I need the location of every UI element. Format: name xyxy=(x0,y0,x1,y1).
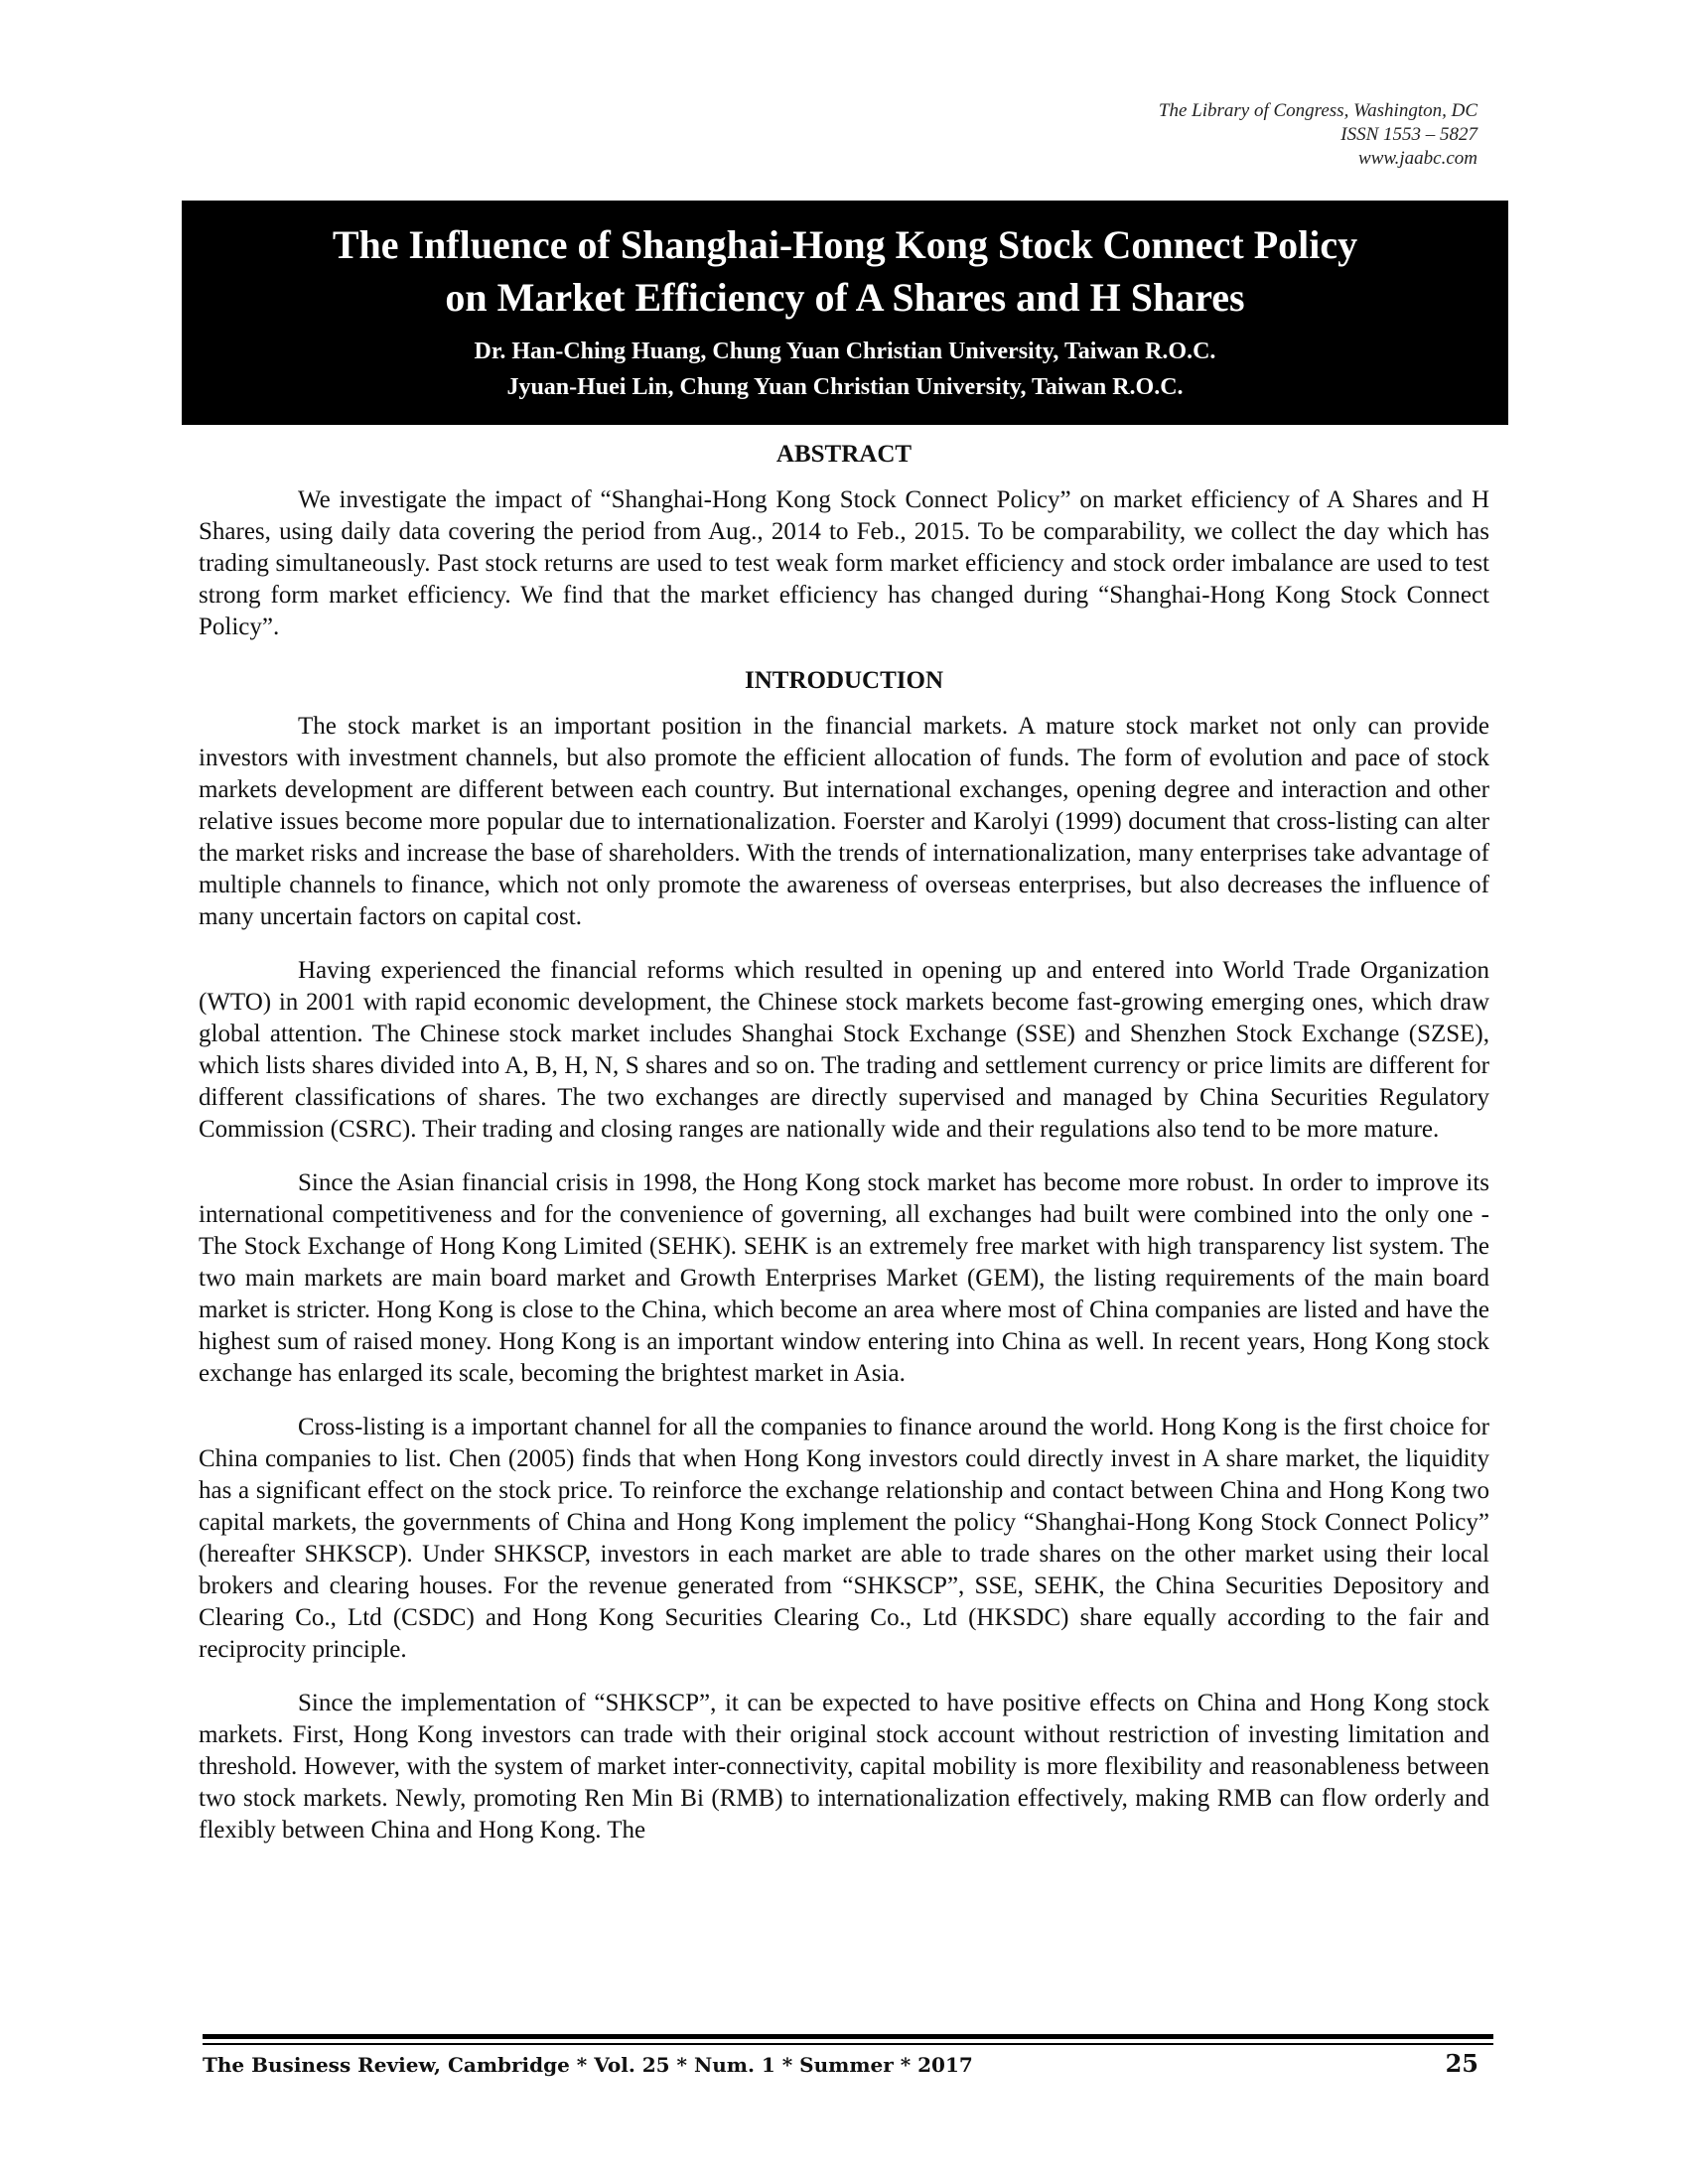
footer-divider-thin xyxy=(203,2043,1493,2045)
intro-paragraph-1: The stock market is an important position in the financial markets. A mature stock market not only can provide investors with investment channels, but also promote the efficient allocation of funds. The form of evolution and pace of stock markets development are different between each country. But international exchanges, opening degree and interaction and other relative issues become more popular due to internationalization. Foerster and Karolyi (1999) document that cross-listing can alter the market risks and increase the base of shareholders. With the trends of internationalization, many enterprises take advantage of multiple channels to finance, which not only promote the awareness of overseas enterprises, but also decreases the influence of many uncertain factors on capital cost. xyxy=(199,713,1489,930)
intro-paragraph-5: Since the implementation of “SHKSCP”, it can be expected to have positive effects on China and Hong Kong stock markets. First, Hong Kong investors can trade with their original stock account without restriction of investing limitation and threshold. However, with the system of market inter-connectivity, capital mobility is more flexibility and reasonableness between two stock markets. Newly, promoting Ren Min Bi (RMB) to internationalization effectively, making RMB can flow orderly and flexibly between China and Hong Kong. The xyxy=(199,1690,1489,1843)
abstract-text: We investigate the impact of “Shanghai-Hong Kong Stock Connect Policy” on market efficiency of A Shares and H Shares, using daily data covering the period from Aug., 2014 to Feb., 2015. To be comparability, we collect the day which has trading simultaneously. Past stock returns are used to test weak form market efficiency and stock order imbalance are used to test strong form market efficiency. We find that the market efficiency has changed during “Shanghai-Hong Kong Stock Connect Policy”. xyxy=(199,486,1489,640)
issn-line: ISSN 1553 – 5827 xyxy=(1340,124,1477,145)
article-body xyxy=(199,439,1489,1846)
paper-title-line-1: The Influence of Shanghai-Hong Kong Stock Connect Policy xyxy=(332,222,1358,267)
paper-title-line-2: on Market Efficiency of A Shares and H Shares xyxy=(445,275,1245,320)
page-footer xyxy=(203,2049,1478,2078)
title-banner xyxy=(182,201,1508,425)
introduction-heading: INTRODUCTION xyxy=(744,667,944,694)
author-2: Jyuan-Huei Lin, Chung Yuan Christian University, Taiwan R.O.C. xyxy=(506,374,1184,400)
page-number: 25 xyxy=(1445,2049,1478,2078)
library-line: The Library of Congress, Washington, DC xyxy=(1158,100,1477,121)
abstract-heading: ABSTRACT xyxy=(775,441,913,468)
author-1: Dr. Han-Ching Huang, Chung Yuan Christian University, Taiwan R.O.C. xyxy=(474,339,1216,364)
intro-paragraph-3: Since the Asian financial crisis in 1998, the Hong Kong stock market has become more robust. In order to improve its international competitiveness and for the convenience of governing, all exchanges had built were combined into the only one - The Stock Exchange of Hong Kong Limited (SEHK). SEHK is an extremely free market with high transparency list system. The two main markets are main board market and Growth Enterprises Market (GEM), the listing requirements of the main board market is stricter. Hong Kong is close to the China, which become an area where most of China companies are listed and have the highest sum of raised money. Hong Kong is an important window entering into China as well. In recent years, Hong Kong stock exchange has enlarged its scale, becoming the brightest market in Asia. xyxy=(199,1169,1489,1387)
intro-paragraph-2: Having experienced the financial reforms which resulted in opening up and entered into World Trade Organization (WTO) in 2001 with rapid economic development, the Chinese stock markets become fast-growing emerging ones, which draw global attention. The Chinese stock market includes Shanghai Stock Exchange (SSE) and Shenzhen Stock Exchange (SZSE), which lists shares divided into A, B, H, N, S shares and so on. The trading and settlement currency or price limits are different for different classifications of shares. The two exchanges are directly supervised and managed by China Securities Regulatory Commission (CSRC). Their trading and closing ranges are nationally wide and their regulations also tend to be more mature. xyxy=(199,957,1489,1143)
footer-divider-thick xyxy=(203,2034,1493,2039)
journal-citation: The Business Review, Cambridge * Vol. 25 * Num. 1 * Summer * 2017 xyxy=(203,2053,973,2077)
journal-header xyxy=(1159,99,1477,171)
intro-paragraph-4: Cross-listing is a important channel for all the companies to finance around the world. Hong Kong is the first choice for China companies to list. Chen (2005) finds that when Hong Kong investors could directly invest in A share market, the liquidity has a significant effect on the stock price. To reinforce the exchange relationship and contact between China and Hong Kong two capital markets, the governments of China and Hong Kong implement the policy “Shanghai-Hong Kong Stock Connect Policy” (hereafter SHKSCP). Under SHKSCP, investors in each market are able to trade shares on the other market using their local brokers and clearing houses. For the revenue generated from “SHKSCP”, SSE, SEHK, the China Securities Depository and Clearing Co., Ltd (CSDC) and Hong Kong Securities Clearing Co., Ltd (HKSDC) share equally according to the fair and reciprocity principle. xyxy=(199,1414,1489,1663)
website-link[interactable]: www.jaabc.com xyxy=(1358,148,1477,169)
author-list xyxy=(182,334,1508,405)
